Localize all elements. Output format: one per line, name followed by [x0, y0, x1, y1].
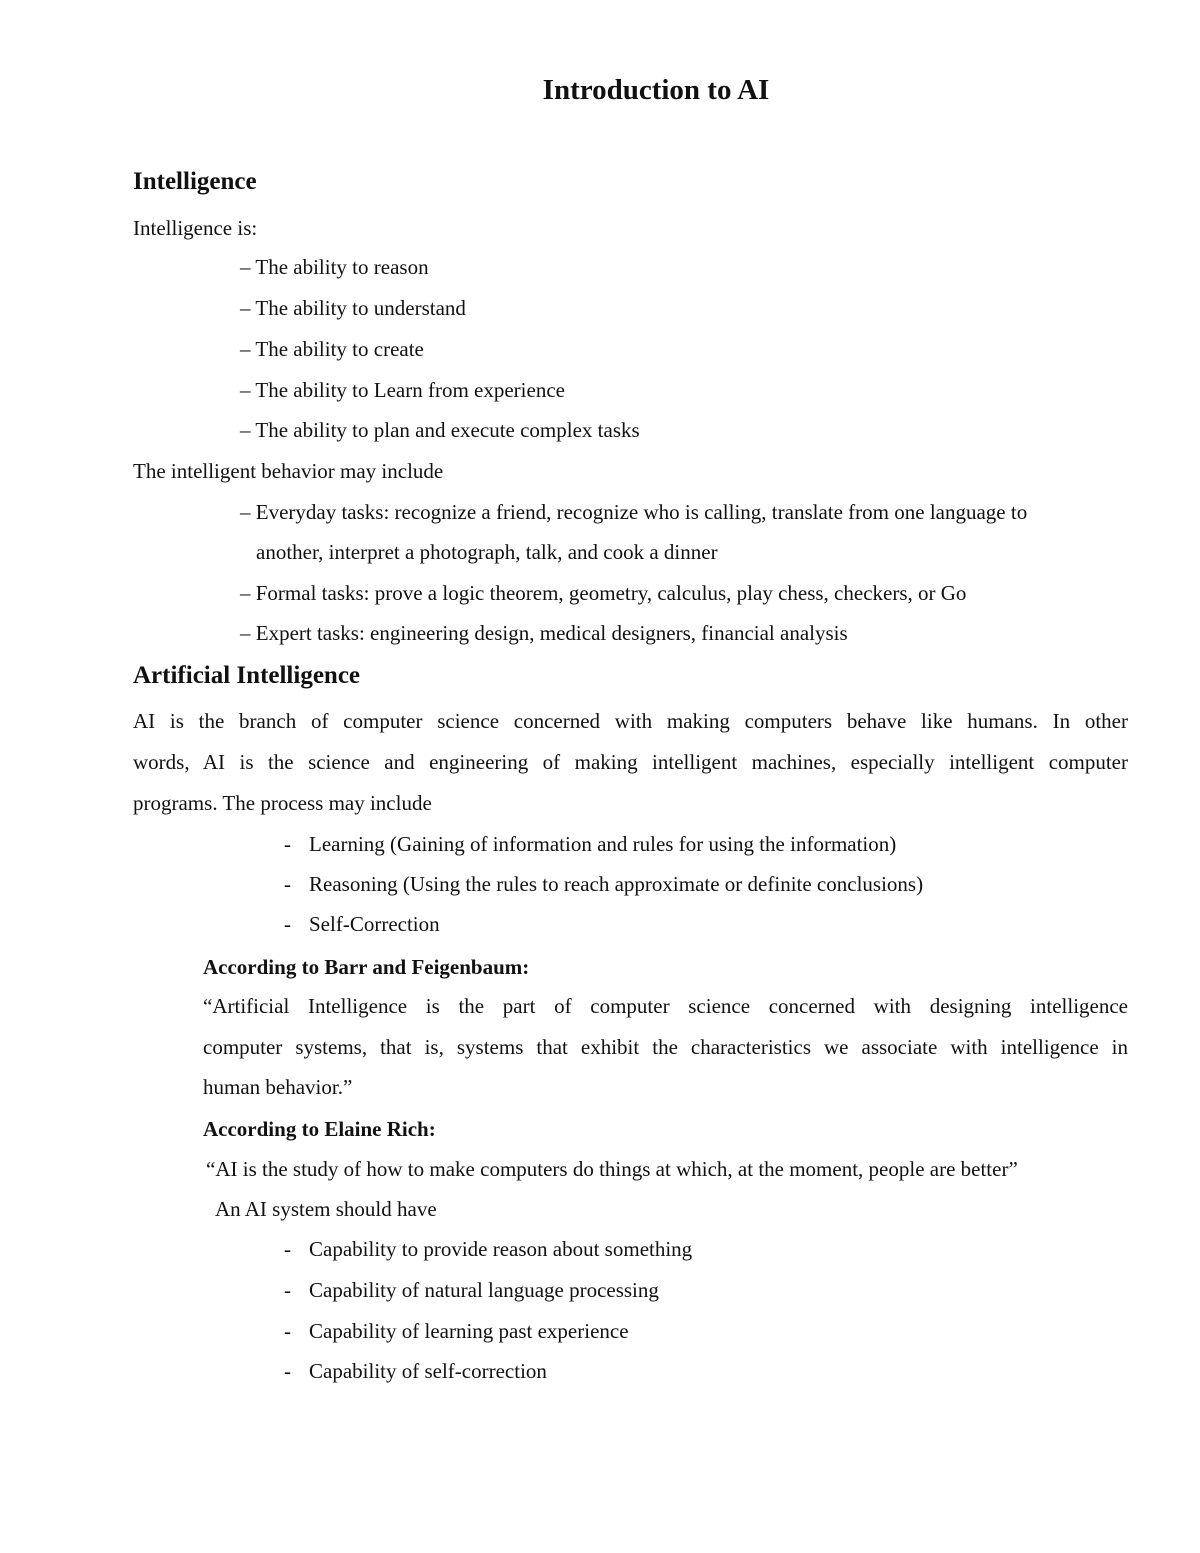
ability-item: – The ability to understand [240, 296, 466, 320]
system-item-text: Capability to provide reason about something [309, 1237, 693, 1261]
system-item-text: Capability of self-correction [309, 1359, 547, 1383]
section-heading-intelligence: Intelligence [133, 168, 257, 195]
process-item-text: Self-Correction [309, 912, 440, 936]
everyday-tasks-line1: – Everyday tasks: recognize a friend, recognize who is calling, translate from one language to [240, 500, 1028, 524]
rich-quote: “AI is the study of how to make computers do things at which, at the moment, people are better” [206, 1157, 1018, 1181]
bullet-hyphen: - [284, 832, 291, 856]
ai-system-intro: An AI system should have [215, 1197, 437, 1221]
bullet-hyphen: - [284, 1359, 291, 1383]
behavior-intro: The intelligent behavior may include [133, 459, 444, 483]
bullet-hyphen: - [284, 1278, 291, 1302]
ability-item: – The ability to plan and execute complex tasks [240, 418, 640, 442]
elaine-rich-heading: According to Elaine Rich: [203, 1117, 436, 1141]
formal-tasks: – Formal tasks: prove a logic theorem, geometry, calculus, play chess, checkers, or Go [240, 581, 967, 605]
intelligence-intro: Intelligence is: [133, 216, 258, 240]
barr-feigenbaum-heading: According to Barr and Feigenbaum: [203, 955, 530, 979]
bullet-hyphen: - [284, 912, 291, 936]
everyday-tasks-line2: another, interpret a photograph, talk, and cook a dinner [256, 540, 718, 564]
ability-item: – The ability to Learn from experience [240, 378, 565, 402]
barr-quote-line1: “Artificial Intelligence is the part of computer science concerned with designing intelligence [203, 994, 1128, 1018]
process-item-text: Reasoning (Using the rules to reach approximate or definite conclusions) [309, 872, 924, 896]
ability-item: – The ability to reason [240, 255, 429, 279]
expert-tasks: – Expert tasks: engineering design, medical designers, financial analysis [240, 621, 848, 645]
bullet-hyphen: - [284, 1237, 291, 1261]
ai-paragraph-line3: programs. The process may include [133, 791, 432, 815]
bullet-hyphen: - [284, 872, 291, 896]
page-title: Introduction to AI [542, 74, 770, 106]
system-item-text: Capability of natural language processing [309, 1278, 659, 1302]
ai-paragraph-line1: AI is the branch of computer science concerned with making computers behave like humans. In other [133, 709, 1128, 733]
bullet-hyphen: - [284, 1319, 291, 1343]
barr-quote-line3: human behavior.” [203, 1075, 353, 1099]
barr-quote-line2: computer systems, that is, systems that exhibit the characteristics we associate with intelligence in [203, 1035, 1128, 1059]
system-item-text: Capability of learning past experience [309, 1319, 629, 1343]
process-item-text: Learning (Gaining of information and rules for using the information) [309, 832, 897, 856]
ai-paragraph-line2: words, AI is the science and engineering of making intelligent machines, especially intelligent computer [133, 750, 1128, 774]
ability-item: – The ability to create [240, 337, 424, 361]
section-heading-ai: Artificial Intelligence [133, 662, 361, 689]
